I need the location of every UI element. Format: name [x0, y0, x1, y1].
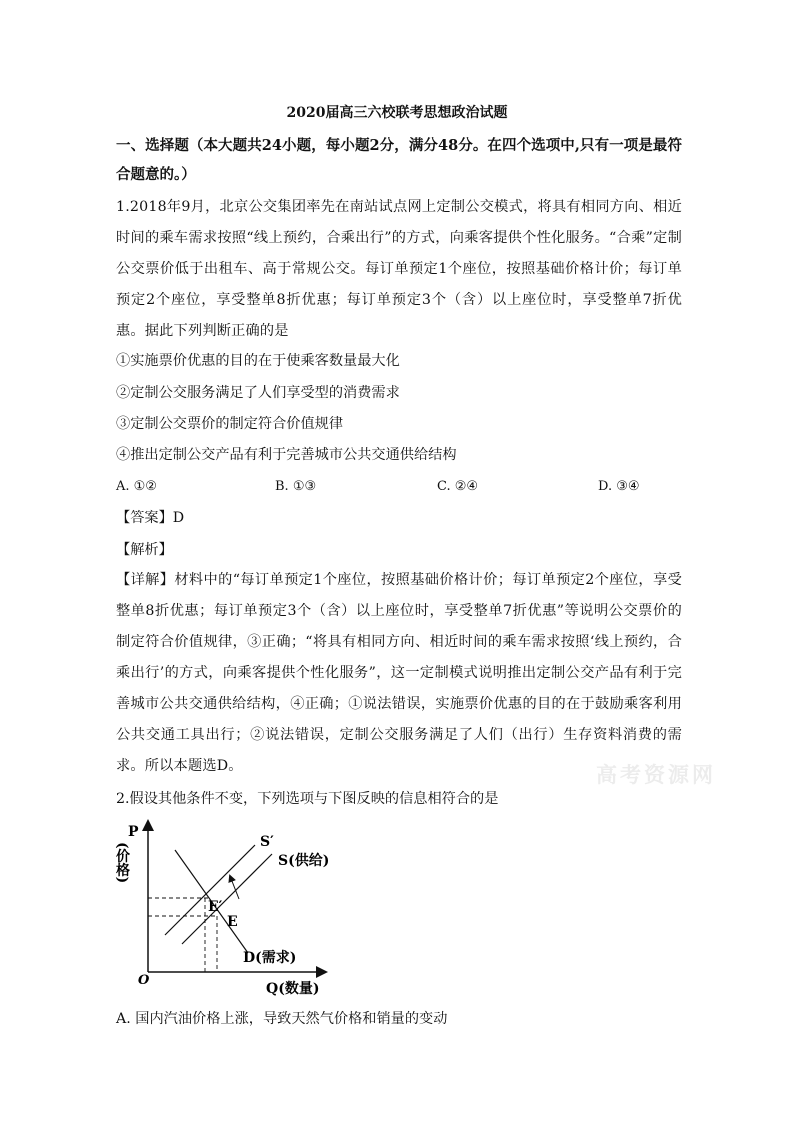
q1-statement-1: ①实施票价优惠的目的在于使乘客数量最大化 [116, 353, 400, 369]
q1-option-d: D. ③④ [598, 479, 640, 494]
y-axis-label: (价格) [114, 842, 130, 884]
supply-curve-s [182, 854, 272, 944]
supply-new-label: S′ [260, 834, 274, 850]
y-axis-p-label: P [128, 824, 139, 840]
q1-option-a: A. ①② [116, 479, 157, 494]
shift-arrow [230, 876, 239, 899]
q1-statement-2: ②定制公交服务满足了人们享受型的消费需求 [116, 385, 400, 401]
q1-statement-4: ④推出定制公交产品有利于完善城市公共交通供给结构 [116, 447, 457, 463]
document-title: 2020届高三六校联考思想政治试题 [286, 105, 508, 121]
supply-demand-figure [110, 812, 350, 1002]
q1-option-b: B. ①③ [275, 479, 317, 494]
q1-statement-3: ③定制公交票价的制定符合价值规律 [116, 416, 344, 432]
watermark: 高考资源网 [596, 762, 716, 787]
equilibrium-new-label: E′ [208, 899, 223, 915]
question-2-stem: 2.假设其他条件不变，下列选项与下图反映的信息相符合的是 [116, 791, 499, 807]
demand-label: D(需求) [243, 950, 297, 966]
x-axis-label: Q(数量) [266, 981, 320, 997]
question-1-stem: 1.2018年9月，北京公交集团率先在南站试点网上定制公交模式，将具有相同方向、相近时间的乘车需求按照“线上预约，合乘出行”的方式，向乘客提供个性化服务。“合乘”定制公交票价低于出租车、高于常规公交。每订单预定1个座位，按照基础价格计价；每订单预定2个座位，享受整单8折优惠；每订单预定3个（含）以上座位时，享受整单7折优惠。据此下列判断正确的是 [116, 199, 682, 339]
q1-analysis-label: 【解析】 [116, 542, 173, 558]
section-heading: 一、选择题（本大题共24小题，每小题2分，满分48分。在四个选项中,只有一项是最符合题意的。） [116, 137, 682, 183]
supply-label: S(供给) [278, 853, 330, 869]
origin-label: O [138, 973, 150, 988]
q1-detail: 【详解】材料中的“每订单预定1个座位，按照基础价格计价；每订单预定2个座位，享受整单8折优惠；每订单预定3个（含）以上座位时，享受整单7折优惠”等说明公交票价的制定符合价值规律，③正确；“将具有相同方向、相近时间的乘车需求按照‘线上预约，合乘出行’的方式，向乘客提供个性化服务”，这一定制模式说明推出定制公交产品有利于完善城市公共交通供给结构，④正确；①说法错误，实施票价优惠的目的在于鼓励乘客利用公共交通工具出行；②说法错误，定制公交服务满足了人们（出行）生存资料消费的需求。所以本题选D。 [116, 572, 682, 774]
q2-option-a: A. 国内汽油价格上涨，导致天然气价格和销量的变动 [116, 1011, 448, 1027]
equilibrium-label: E [227, 914, 238, 930]
q1-answer: 【答案】D [116, 510, 185, 526]
q1-option-c: C. ②④ [437, 479, 479, 494]
supply-curve-s-prime [165, 845, 255, 935]
